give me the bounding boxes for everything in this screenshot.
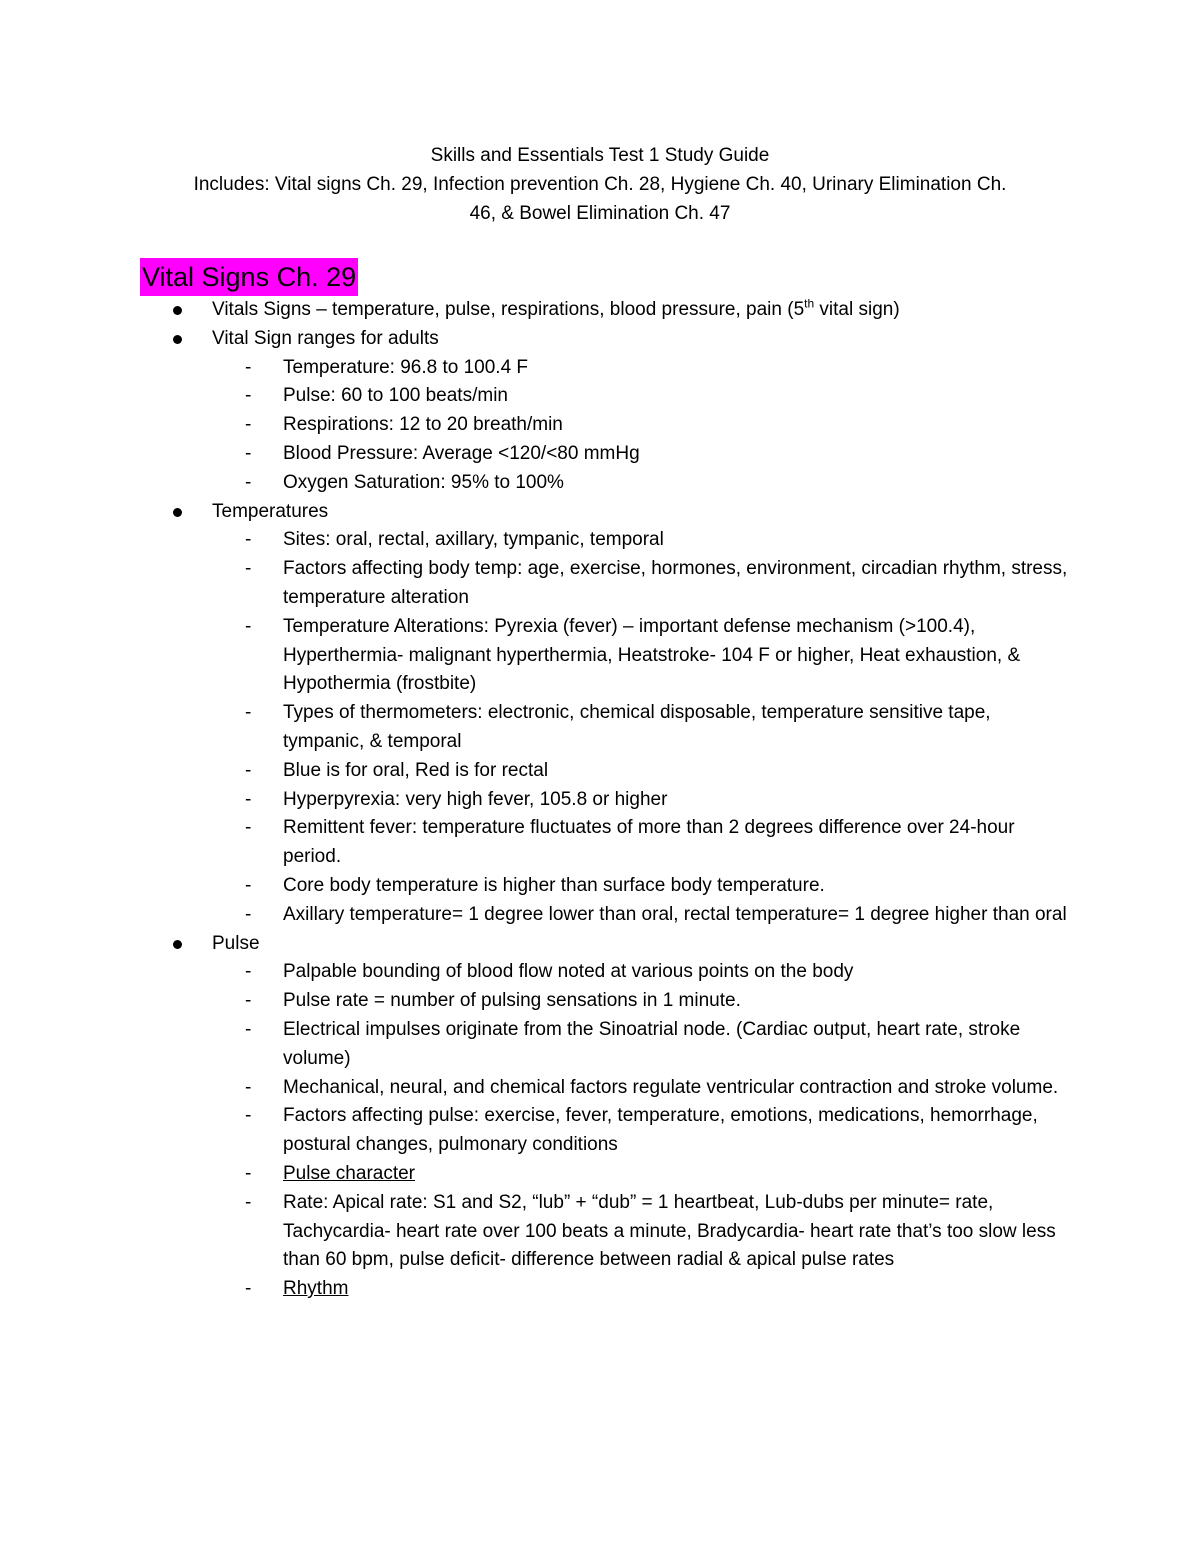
temperature-item-text: Factors affecting body temp: age, exercise, hormones, environment, circadian rhythm, stress, temperature alteration bbox=[283, 558, 1068, 608]
range-item-text: Temperature: 96.8 to 100.4 F bbox=[283, 356, 529, 378]
pulse-item-text: Factors affecting pulse: exercise, fever, temperature, emotions, medications, hemorrhage, postural changes, pulmonary conditions bbox=[283, 1105, 1038, 1156]
range-item-text: Blood Pressure: Average <120/<80 mmHg bbox=[283, 442, 640, 464]
pulse-item bbox=[170, 958, 1070, 987]
range-item bbox=[170, 354, 1070, 383]
range-item bbox=[170, 440, 1070, 469]
pulse-item bbox=[170, 987, 1070, 1016]
temperature-item bbox=[170, 901, 1070, 930]
bullet-dot-icon bbox=[173, 940, 182, 949]
bullet-dot-icon bbox=[173, 508, 182, 517]
study-guide-content bbox=[170, 296, 1070, 1304]
pulse-item bbox=[170, 1160, 1070, 1189]
section-heading-vital-signs: Vital Signs Ch. 29 bbox=[140, 258, 358, 296]
temperature-item bbox=[170, 613, 1070, 699]
temperature-item-text: Sites: oral, rectal, axillary, tympanic, temporal bbox=[283, 529, 664, 551]
pulse-item bbox=[170, 1102, 1070, 1160]
bullet-vital-signs bbox=[170, 296, 1070, 325]
bullet-dot-icon bbox=[173, 335, 182, 344]
vital-signs-text: Vitals Signs – temperature, pulse, respirations, blood pressure, pain (5 bbox=[212, 299, 805, 320]
temperature-item bbox=[170, 786, 1070, 815]
temperature-item bbox=[170, 699, 1070, 757]
temperatures-heading: Temperatures bbox=[212, 500, 329, 522]
dash-icon: - bbox=[245, 414, 252, 436]
dash-icon: - bbox=[245, 903, 252, 925]
dash-icon: - bbox=[245, 471, 252, 493]
temperature-item bbox=[170, 555, 1070, 613]
temperature-item-text: Remittent fever: temperature fluctuates of more than 2 degrees difference over 24-hour period. bbox=[283, 817, 1015, 868]
dash-icon: - bbox=[245, 1162, 252, 1184]
temperature-item-text: Blue is for oral, Red is for rectal bbox=[283, 759, 549, 781]
dash-icon: - bbox=[245, 529, 252, 551]
pulse-item bbox=[170, 1016, 1070, 1074]
dash-icon: - bbox=[245, 702, 252, 724]
range-item bbox=[170, 411, 1070, 440]
document-title: Skills and Essentials Test 1 Study Guide bbox=[430, 145, 770, 166]
document-subtitle-line-1: Includes: Vital signs Ch. 29, Infection prevention Ch. 28, Hygiene Ch. 40, Urinary Elimination Ch. bbox=[193, 174, 1007, 195]
range-item-text: Pulse: 60 to 100 beats/min bbox=[283, 385, 508, 407]
temperature-item-text: Axillary temperature= 1 degree lower than oral, rectal temperature= 1 degree higher than oral bbox=[283, 903, 1067, 925]
dash-icon: - bbox=[245, 1076, 252, 1098]
temperature-item bbox=[170, 526, 1070, 555]
bullet-pulse bbox=[170, 930, 1070, 959]
pulse-item-text: Mechanical, neural, and chemical factors regulate ventricular contraction and stroke volume. bbox=[283, 1076, 1059, 1098]
pulse-item-text: Electrical impulses originate from the Sinoatrial node. (Cardiac output, heart rate, stroke volume) bbox=[283, 1018, 1021, 1069]
dash-icon: - bbox=[245, 442, 252, 464]
range-item bbox=[170, 469, 1070, 498]
temperature-item bbox=[170, 757, 1070, 786]
ranges-heading: Vital Sign ranges for adults bbox=[212, 327, 439, 349]
dash-icon: - bbox=[245, 1191, 252, 1213]
dash-icon: - bbox=[245, 1278, 252, 1300]
dash-icon: - bbox=[245, 759, 252, 781]
dash-icon: - bbox=[245, 1105, 252, 1127]
bullet-temperatures bbox=[170, 498, 1070, 527]
dash-icon: - bbox=[245, 990, 252, 1012]
dash-icon: - bbox=[245, 1018, 252, 1040]
pulse-item bbox=[170, 1275, 1070, 1304]
pulse-item bbox=[170, 1074, 1070, 1103]
range-item-text: Oxygen Saturation: 95% to 100% bbox=[283, 471, 564, 493]
pulse-item bbox=[170, 1189, 1070, 1275]
pulse-item-text: Palpable bounding of blood flow noted at various points on the body bbox=[283, 961, 854, 983]
range-item bbox=[170, 382, 1070, 411]
temperature-item bbox=[170, 814, 1070, 872]
temperature-item-text: Temperature Alterations: Pyrexia (fever) – important defense mechanism (>100.4), Hyperthermia- malignant hyperthermia, Heatstroke- 104 F or higher, Heat exhaustion, & Hypothermia (frostbite) bbox=[283, 615, 1021, 695]
dash-icon: - bbox=[245, 961, 252, 983]
pulse-item-text: Rate: Apical rate: S1 and S2, “lub” + “dub” = 1 heartbeat, Lub-dubs per minute= rate, Tachycardia- heart rate over 100 beats a minute, Bradycardia- heart rate that’s too slow less than 60 bpm, pulse deficit- difference between radial & apical pulse rates bbox=[283, 1191, 1056, 1271]
temperature-item bbox=[170, 872, 1070, 901]
pulse-item-text: Pulse rate = number of pulsing sensations in 1 minute. bbox=[283, 990, 741, 1012]
temperature-item-text: Types of thermometers: electronic, chemical disposable, temperature sensitive tape, tympanic, & temporal bbox=[283, 702, 991, 752]
dash-icon: - bbox=[245, 874, 252, 896]
dash-icon: - bbox=[245, 788, 252, 810]
pulse-character-heading: Pulse character bbox=[283, 1162, 416, 1184]
document-subtitle-line-2: 46, & Bowel Elimination Ch. 47 bbox=[469, 203, 731, 224]
dash-icon: - bbox=[245, 817, 252, 839]
dash-icon: - bbox=[245, 558, 252, 580]
vital-signs-text-end: vital sign) bbox=[814, 299, 900, 320]
title-block bbox=[100, 141, 1100, 228]
dash-icon: - bbox=[245, 356, 252, 378]
bullet-dot-icon bbox=[173, 306, 182, 315]
range-item-text: Respirations: 12 to 20 breath/min bbox=[283, 414, 563, 436]
dash-icon: - bbox=[245, 615, 252, 637]
temperature-item-text: Hyperpyrexia: very high fever, 105.8 or higher bbox=[283, 788, 668, 810]
superscript-th: th bbox=[804, 296, 815, 311]
bullet-ranges bbox=[170, 325, 1070, 354]
dash-icon: - bbox=[245, 385, 252, 407]
rhythm-heading: Rhythm bbox=[283, 1278, 349, 1300]
temperature-item-text: Core body temperature is higher than surface body temperature. bbox=[283, 874, 825, 896]
pulse-heading: Pulse bbox=[212, 932, 260, 954]
